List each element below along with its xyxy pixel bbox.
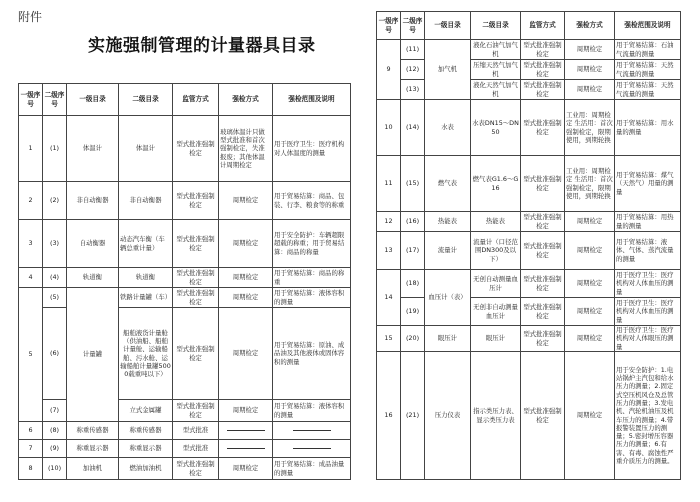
table-row xyxy=(19,288,351,308)
level1-catalog: 轨道衡 xyxy=(67,268,119,288)
dash-line xyxy=(227,430,265,431)
scope xyxy=(273,422,351,440)
inspection-mode: 周期检定 xyxy=(565,326,615,352)
dash-line xyxy=(293,430,331,431)
level2-no: (8) xyxy=(43,422,67,440)
table-row xyxy=(377,156,681,212)
header-level1-no: 一级序号 xyxy=(377,12,401,40)
level2-no: (21) xyxy=(401,352,425,480)
level1-no: 5 xyxy=(19,288,43,422)
level1-no: 15 xyxy=(377,326,401,352)
inspection-mode: 周期检定 xyxy=(219,220,273,268)
level1-catalog: 体温计 xyxy=(67,116,119,182)
header-row xyxy=(19,84,351,116)
level2-no: (7) xyxy=(43,400,67,422)
scope: 用于贸易结算：天然气流量的测量 xyxy=(615,60,681,80)
level1-catalog: 非自动衡器 xyxy=(67,182,119,220)
supervision: 型式批准强制检定 xyxy=(173,220,219,268)
supervision: 型式批准强制检定 xyxy=(521,352,565,480)
level1-catalog: 自动衡器 xyxy=(67,220,119,268)
level1-no: 4 xyxy=(19,268,43,288)
table-row xyxy=(19,268,351,288)
inspection-mode: 工业用：周期检定 生活用：首次强制检定，限期使用，到期轮换 xyxy=(565,156,615,212)
scope: 用于贸易结算：成品油量的测量 xyxy=(273,458,351,480)
scope: 用于贸易结算：液体容积的测量 xyxy=(273,288,351,308)
level1-no: 12 xyxy=(377,212,401,232)
scope: 用于医疗卫生：医疗机构对人体血压的测量 xyxy=(615,270,681,298)
scope: 用于贸易结算：煤气（天然气）用量的测量 xyxy=(615,156,681,212)
level2-no: (14) xyxy=(401,100,425,156)
inspection-mode: 周期检定 xyxy=(565,298,615,326)
level1-no: 16 xyxy=(377,352,401,480)
level2-no: (15) xyxy=(401,156,425,212)
header-level1-no: 一级序号 xyxy=(19,84,43,116)
level2-catalog: 轨道衡 xyxy=(119,268,173,288)
table-row xyxy=(377,232,681,270)
level2-no: (9) xyxy=(43,440,67,458)
scope xyxy=(273,440,351,458)
header-supervision: 监管方式 xyxy=(173,84,219,116)
header-level1-catalog: 一级目录 xyxy=(425,12,471,40)
scope: 用于贸易结算：液体、气体、蒸汽流量的测量 xyxy=(615,232,681,270)
table-row xyxy=(377,298,681,326)
supervision: 型式批准 xyxy=(173,440,219,458)
level2-catalog: 热能表 xyxy=(471,212,521,232)
table-row xyxy=(19,116,351,182)
attachment-label: 附件 xyxy=(18,10,43,24)
level2-catalog: 非自动衡器 xyxy=(119,182,173,220)
level1-catalog: 水表 xyxy=(425,100,471,156)
table-row xyxy=(377,270,681,298)
level2-no: (18) xyxy=(401,270,425,298)
level2-catalog: 船舶液货计量舱（供油船、船舶计量舱、运输船舶、污水舱、运输船舶计量罐5000载重吨以下） xyxy=(119,308,173,400)
scope: 用于贸易结算：原油、成品油及其他液体或固体容积的测量 xyxy=(273,308,351,400)
inspection-mode: 周期检定 xyxy=(219,308,273,400)
supervision: 型式批准强制检定 xyxy=(521,60,565,80)
supervision: 型式批准强制检定 xyxy=(521,100,565,156)
table-row xyxy=(377,40,681,60)
level2-no: (6) xyxy=(43,308,67,400)
level2-catalog: 体温计 xyxy=(119,116,173,182)
table-row xyxy=(377,212,681,232)
inspection-mode: 玻璃体温计只做型式批准和首次强制检定，失准报废；其他体温计周期检定 xyxy=(219,116,273,182)
header-level1-catalog: 一级目录 xyxy=(67,84,119,116)
inspection-mode: 周期检定 xyxy=(565,232,615,270)
level1-catalog: 称重显示器 xyxy=(67,440,119,458)
level2-no: (19) xyxy=(401,298,425,326)
inspection-mode: 周期检定 xyxy=(219,268,273,288)
level2-catalog: 无创非自动测量血压计 xyxy=(471,298,521,326)
table-row xyxy=(377,326,681,352)
level1-no: 6 xyxy=(19,422,43,440)
level2-catalog: 水表DN15～DN50 xyxy=(471,100,521,156)
supervision: 型式批准强制检定 xyxy=(521,212,565,232)
level2-no: (20) xyxy=(401,326,425,352)
level2-catalog: 燃油加油机 xyxy=(119,458,173,480)
level2-no: (1) xyxy=(43,116,67,182)
header-supervision: 监管方式 xyxy=(521,12,565,40)
level2-no: (2) xyxy=(43,182,67,220)
scope: 用于医疗卫生：医疗机构对人体眼压的测量 xyxy=(615,326,681,352)
supervision: 型式批准强制检定 xyxy=(521,232,565,270)
supervision: 型式批准强制检定 xyxy=(521,270,565,298)
inspection-mode: 周期检定 xyxy=(219,288,273,308)
level2-no: (10) xyxy=(43,458,67,480)
table-row xyxy=(19,422,351,440)
level1-no: 2 xyxy=(19,182,43,220)
level1-catalog: 眼压计 xyxy=(425,326,471,352)
header-level2-no: 二级序号 xyxy=(43,84,67,116)
inspection-mode: 周期检定 xyxy=(219,182,273,220)
supervision: 型式批准 xyxy=(173,422,219,440)
scope: 用于医疗卫生：医疗机构对人体血压的测量 xyxy=(615,298,681,326)
level1-catalog: 压力仪表 xyxy=(425,352,471,480)
inspection-mode xyxy=(219,422,273,440)
dash-line xyxy=(293,448,331,449)
header-scope: 强检范围及说明 xyxy=(273,84,351,116)
level1-no: 9 xyxy=(377,40,401,100)
supervision: 型式批准强制检定 xyxy=(173,458,219,480)
inspection-mode: 周期检定 xyxy=(565,60,615,80)
level1-no: 7 xyxy=(19,440,43,458)
inspection-mode xyxy=(219,440,273,458)
level2-no: (13) xyxy=(401,80,425,100)
level2-catalog: 燃气表G1.6～G16 xyxy=(471,156,521,212)
scope: 用于安全防护：车辆超限超载的称重；用于贸易结算：商品的称量 xyxy=(273,220,351,268)
level1-catalog: 称重传感器 xyxy=(67,422,119,440)
supervision: 型式批准强制检定 xyxy=(521,156,565,212)
supervision: 型式批准强制检定 xyxy=(521,40,565,60)
level2-no: (12) xyxy=(401,60,425,80)
scope: 用于贸易结算：商品的称重 xyxy=(273,268,351,288)
catalog-table-left xyxy=(18,83,351,480)
level2-catalog: 眼压计 xyxy=(471,326,521,352)
level2-catalog: 压缩天然气加气机 xyxy=(471,60,521,80)
scope: 用于贸易结算：商品、包装、行李、粮食等的称重 xyxy=(273,182,351,220)
inspection-mode: 周期检定 xyxy=(565,80,615,100)
supervision: 型式批准强制检定 xyxy=(173,268,219,288)
level2-catalog: 液化天然气加气机 xyxy=(471,80,521,100)
table-row xyxy=(19,458,351,480)
level1-catalog: 血压计（表） xyxy=(425,270,471,326)
level1-no: 13 xyxy=(377,232,401,270)
level2-catalog: 液化石油气加气机 xyxy=(471,40,521,60)
scope: 用于安全防护：1.电站锅炉主汽包和给水压力的测量；2.固定式空压机风仓及总管压力的测量；3.发电机、汽轮机油压及机车压力的测量；4.带报警装置压力的测量；5.密封增压容器压力的测量；6.有害、有毒、腐蚀性严重介质压力的测量。 xyxy=(615,352,681,480)
supervision: 型式批准强制检定 xyxy=(173,116,219,182)
level2-catalog: 动态汽车衡（车辆总重计量） xyxy=(119,220,173,268)
supervision: 型式批准强制检定 xyxy=(521,326,565,352)
level1-catalog: 计量罐 xyxy=(67,288,119,422)
level2-catalog: 指示类压力表、显示类压力表 xyxy=(471,352,521,480)
header-inspection-mode: 强检方式 xyxy=(219,84,273,116)
level1-catalog: 流量计 xyxy=(425,232,471,270)
level2-no: (5) xyxy=(43,288,67,308)
header-inspection-mode: 强检方式 xyxy=(565,12,615,40)
level2-no: (4) xyxy=(43,268,67,288)
inspection-mode: 周期检定 xyxy=(565,212,615,232)
level1-no: 14 xyxy=(377,270,401,326)
level1-no: 1 xyxy=(19,116,43,182)
inspection-mode: 周期检定 xyxy=(219,400,273,422)
level2-no: (11) xyxy=(401,40,425,60)
level1-no: 3 xyxy=(19,220,43,268)
level2-catalog: 铁路计量罐（车） xyxy=(119,288,173,308)
level2-catalog: 无创自动测量血压计 xyxy=(471,270,521,298)
level1-no: 8 xyxy=(19,458,43,480)
catalog-table-right xyxy=(376,11,681,480)
level2-no: (17) xyxy=(401,232,425,270)
header-level2-catalog: 二级目录 xyxy=(119,84,173,116)
scope: 用于贸易结算：天然气流量的测量 xyxy=(615,80,681,100)
inspection-mode: 周期检定 xyxy=(219,458,273,480)
level1-catalog: 加气机 xyxy=(425,40,471,100)
table-row xyxy=(377,352,681,480)
header-level2-no: 二级序号 xyxy=(401,12,425,40)
inspection-mode: 周期检定 xyxy=(565,352,615,480)
table-row xyxy=(19,220,351,268)
level1-no: 10 xyxy=(377,100,401,156)
table-row xyxy=(377,100,681,156)
scope: 用于贸易结算：用热量的测量 xyxy=(615,212,681,232)
scope: 用于贸易结算：液体容积的测量 xyxy=(273,400,351,422)
inspection-mode: 周期检定 xyxy=(565,270,615,298)
table-row xyxy=(377,60,681,80)
level2-catalog: 称重显示器 xyxy=(119,440,173,458)
level1-catalog: 热能表 xyxy=(425,212,471,232)
level2-no: (16) xyxy=(401,212,425,232)
table-row xyxy=(377,80,681,100)
header-scope: 强检范围及说明 xyxy=(615,12,681,40)
header-level2-catalog: 二级目录 xyxy=(471,12,521,40)
level2-catalog: 称重传感器 xyxy=(119,422,173,440)
table-row xyxy=(19,440,351,458)
scope: 用于贸易结算：石油气流量的测量 xyxy=(615,40,681,60)
supervision: 型式批准强制检定 xyxy=(173,308,219,400)
level1-catalog: 燃气表 xyxy=(425,156,471,212)
supervision: 型式批准强制检定 xyxy=(521,80,565,100)
level2-no: (3) xyxy=(43,220,67,268)
supervision: 型式批准强制检定 xyxy=(173,400,219,422)
level1-no: 11 xyxy=(377,156,401,212)
supervision: 型式批准强制检定 xyxy=(173,288,219,308)
inspection-mode: 工业用：周期检定 生活用：首次强制检定，限期使用，到期轮换 xyxy=(565,100,615,156)
table-row xyxy=(19,182,351,220)
level2-catalog: 立式金属罐 xyxy=(119,400,173,422)
level1-catalog: 加油机 xyxy=(67,458,119,480)
page-title: 实施强制管理的计量器具目录 xyxy=(88,36,316,56)
supervision: 型式批准强制检定 xyxy=(173,182,219,220)
level2-catalog: 流量计（口径范围DN300及以下） xyxy=(471,232,521,270)
inspection-mode: 周期检定 xyxy=(565,40,615,60)
scope: 用于贸易结算：用水量的测量 xyxy=(615,100,681,156)
supervision: 型式批准强制检定 xyxy=(521,298,565,326)
scope: 用于医疗卫生：医疗机构对人体温度的测量 xyxy=(273,116,351,182)
header-row xyxy=(377,12,681,40)
dash-line xyxy=(227,448,265,449)
